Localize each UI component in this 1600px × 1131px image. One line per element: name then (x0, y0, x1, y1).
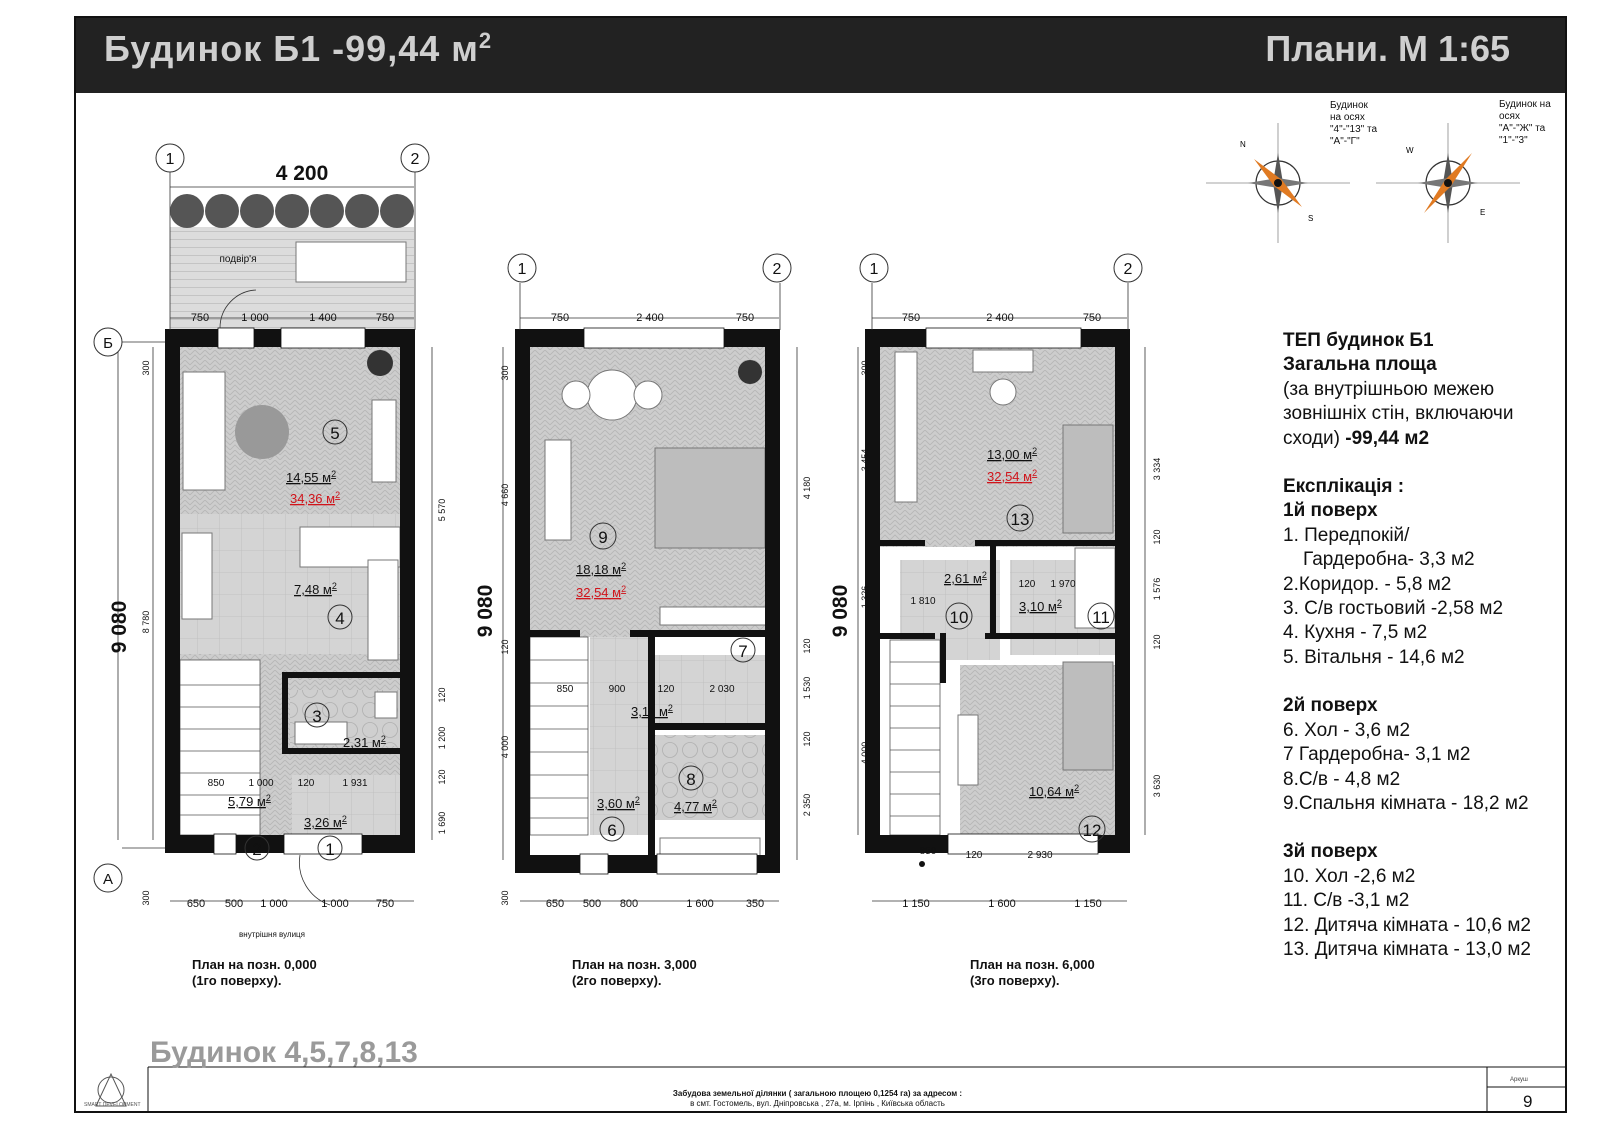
svg-text:650: 650 (545, 898, 565, 910)
svg-text:850: 850 (556, 684, 574, 695)
room-8-area: 4,77 $м^2$ (674, 798, 717, 814)
svg-text:1 600: 1 600 (686, 898, 714, 910)
wardrobe (545, 440, 571, 540)
svg-text:2: 2 (252, 840, 262, 859)
svg-text:1: 1 (517, 261, 527, 278)
svg-text:650: 650 (186, 898, 206, 910)
svg-text:4 180: 4 180 (802, 476, 812, 500)
kitchen-counter (368, 560, 398, 660)
axis-1-label: 1 (165, 151, 175, 168)
axis-2-label: 2 (410, 151, 420, 168)
svg-text:S: S (1308, 214, 1314, 223)
svg-text:750: 750 (550, 312, 570, 324)
caption-floor-1: План на позн. 0,000 (1го поверху). (192, 957, 317, 988)
svg-text:1 326: 1 326 (860, 585, 870, 609)
tv-unit (372, 400, 396, 482)
svg-text:2 400: 2 400 (636, 312, 664, 324)
svg-text:4 000: 4 000 (500, 735, 510, 759)
svg-text:120: 120 (802, 638, 812, 654)
svg-text:3 630: 3 630 (1152, 774, 1162, 798)
svg-text:350: 350 (745, 898, 765, 910)
svg-text:13: 13 (1010, 510, 1030, 529)
plan-floor-3 (858, 254, 1145, 901)
svg-text:9 080: 9 080 (474, 584, 497, 638)
svg-text:1 970: 1 970 (1050, 579, 1076, 590)
room-12-area: 10,64 $м^2$ (1029, 783, 1080, 799)
height-dimension: 9 080 (108, 600, 131, 654)
svg-text:1: 1 (869, 261, 879, 278)
svg-text:10: 10 (949, 608, 969, 627)
dining-table (182, 533, 212, 619)
title-block: Забудова земельної ділянки ( загальною площею 0,1254 га) за адресом : в смт. Гостомель, вул. Дніпровська , 27а, м. Ірпінь , Київська область (672, 1089, 963, 1108)
svg-text:3: 3 (312, 707, 322, 726)
svg-text:4: 4 (335, 609, 345, 628)
svg-text:120: 120 (1152, 529, 1162, 545)
svg-text:1 150: 1 150 (902, 898, 930, 910)
stairs-2 (530, 637, 588, 835)
caption-floor-3: План на позн. 6,000 (3го поверху). (970, 957, 1095, 988)
svg-text:1 600: 1 600 (988, 898, 1016, 910)
compass-note-right: Будинок на осях "А"-"Ж" та "1"-"3" (1499, 99, 1551, 146)
svg-text:750: 750 (735, 312, 755, 324)
svg-text:2: 2 (1123, 261, 1133, 278)
room-1-area: 3,26 $м^2$ (304, 814, 347, 830)
room-13-area-total: 32,54 $м^2$ (987, 468, 1038, 484)
svg-text:2 930: 2 930 (1027, 850, 1053, 861)
room-9-area: 18,18 $м^2$ (576, 561, 627, 577)
svg-text:120: 120 (965, 850, 983, 861)
svg-text:1 810: 1 810 (910, 596, 936, 607)
page-title: Будинок Б1 -99,44 $м^2$ (104, 28, 493, 69)
svg-text:1 000: 1 000 (260, 898, 288, 910)
svg-text:5: 5 (330, 424, 340, 443)
svg-text:900: 900 (608, 684, 626, 695)
svg-text:1 000: 1 000 (248, 778, 274, 789)
bed (655, 448, 765, 548)
round-table (587, 370, 637, 420)
plant-2 (738, 360, 762, 384)
room-6-area: 3,60 $м^2$ (597, 795, 640, 811)
sheet-number: 9 (1523, 1092, 1533, 1111)
svg-text:300: 300 (860, 360, 870, 376)
sunbed (296, 242, 406, 282)
plan-floor-2 (503, 254, 797, 901)
svg-text:9 080: 9 080 (829, 584, 852, 638)
room-13-area: 13,00 $м^2$ (987, 446, 1038, 462)
svg-text:N: N (1240, 140, 1246, 149)
svg-text:7: 7 (738, 642, 748, 661)
svg-text:850: 850 (919, 846, 937, 857)
svg-text:2 030: 2 030 (709, 684, 735, 695)
svg-text:500: 500 (224, 898, 244, 910)
svg-text:120: 120 (297, 778, 315, 789)
plant (367, 350, 393, 376)
svg-text:750: 750 (901, 312, 921, 324)
specifications-legend: ТЕП будинок Б1 Загальна площа (за внутрішньою межею зовнішніх стін, включаючи сходи) -99,44 м2 Експлікація : 1й поверх 1. Передпокій/ Гардеробна- 3,3 м2 2.Коридор. - 5,8 м2 3. С/в гостьовий -2,58 м2 4. Кухня - 7,5 м2 5. Вітальня - 14,6 м2 2й поверх 6. Хол - 3,6 м2 7 Гардеробна- 3,1 м2 8.С/в - 4,8 м2 9.Спальня кімната - 18,2 м2 3й поверх 10. Хол -2,6 м2 11. С/в -3,1 м2 12. Дитяча кімната - 10,6 м2 13. Дитяча кімната - 13,0 м2 (1283, 330, 1531, 960)
svg-text:1: 1 (325, 840, 335, 859)
svg-text:4 660: 4 660 (500, 483, 510, 507)
svg-text:12: 12 (1082, 821, 1102, 840)
room-11-area: 3,10 $м^2$ (1019, 598, 1062, 614)
room-7-area: 3,11 $м^2$ (631, 703, 673, 719)
svg-text:120: 120 (437, 687, 447, 703)
compass-rose-left (1206, 123, 1350, 243)
svg-text:8 780: 8 780 (141, 610, 151, 634)
svg-text:500: 500 (582, 898, 602, 910)
compass-note-left: Будинок на осях "4"-"13" та "А"-"Г" (1330, 100, 1378, 147)
svg-text:750: 750 (375, 312, 395, 324)
svg-text:300: 300 (500, 890, 510, 906)
svg-text:300: 300 (141, 890, 151, 906)
bed-12 (1063, 662, 1113, 770)
svg-text:750: 750 (1082, 312, 1102, 324)
room-9-area-total: 32,54 $м^2$ (576, 584, 627, 600)
svg-text:E: E (1480, 208, 1486, 217)
svg-text:1 690: 1 690 (437, 811, 447, 835)
svg-text:W: W (1406, 146, 1414, 155)
svg-text:2: 2 (772, 261, 782, 278)
svg-text:9: 9 (598, 528, 608, 547)
svg-text:3 454: 3 454 (860, 448, 870, 472)
hedge-shrubs (170, 194, 414, 228)
svg-text:300: 300 (141, 360, 151, 376)
plan-floor-1 (94, 144, 432, 905)
svg-text:850: 850 (207, 778, 225, 789)
svg-text:8: 8 (686, 770, 696, 789)
svg-text:750: 750 (190, 312, 210, 324)
room-3-area: 2,31 $м^2$ (343, 734, 386, 750)
room-4-area: 7,48 $м^2$ (294, 581, 337, 597)
svg-text:1 150: 1 150 (1074, 898, 1102, 910)
svg-text:120: 120 (1018, 579, 1036, 590)
svg-text:120: 120 (500, 639, 510, 655)
svg-text:1 576: 1 576 (1152, 577, 1162, 601)
bed-13 (1063, 425, 1113, 533)
yard-label: подвір'я (219, 254, 257, 265)
svg-text:120: 120 (1152, 634, 1162, 650)
street-label: внутрішня вулиця (239, 930, 305, 939)
stairs-3 (890, 640, 940, 835)
sheet-label: Аркуш (1510, 1077, 1528, 1083)
axis-b-label: Б (103, 335, 113, 352)
svg-text:3 334: 3 334 (1152, 457, 1162, 481)
svg-text:800: 800 (619, 898, 639, 910)
svg-text:2 400: 2 400 (986, 312, 1014, 324)
svg-text:6: 6 (607, 821, 617, 840)
svg-text:120: 120 (437, 769, 447, 785)
sheet-scale-title: Плани. М 1:65 (1265, 28, 1510, 69)
sofa (183, 372, 225, 490)
room-5-area: 14,55 $м^2$ (286, 469, 337, 485)
axis-a-label: А (102, 871, 114, 888)
caption-floor-2: План на позн. 3,000 (2го поверху). (572, 957, 697, 988)
svg-text:750: 750 (375, 898, 395, 910)
logo-text: SMART DEVELOPMENT (84, 1102, 141, 1108)
svg-text:11: 11 (1092, 608, 1110, 627)
coffee-table (235, 405, 289, 459)
room-10-area: 2,61 $м^2$ (944, 570, 987, 586)
compass-rose-right (1376, 123, 1520, 243)
svg-text:1 400: 1 400 (309, 312, 337, 324)
svg-text:4 000: 4 000 (860, 741, 870, 765)
svg-text:5 570: 5 570 (437, 498, 447, 522)
room-2-area: 5,79 $м^2$ (228, 793, 271, 809)
svg-text:1 530: 1 530 (802, 676, 812, 700)
svg-text:120: 120 (657, 684, 675, 695)
svg-text:1 931: 1 931 (342, 778, 368, 789)
houses-list: Будинок 4,5,7,8,13 (150, 1036, 418, 1069)
width-dimension: 4 200 (275, 162, 329, 185)
svg-text:300: 300 (500, 365, 510, 381)
svg-text:2 350: 2 350 (802, 793, 812, 817)
svg-text:120: 120 (802, 731, 812, 747)
room-5-area-total: 34,36 $м^2$ (290, 490, 341, 506)
svg-text:1 000: 1 000 (321, 898, 349, 910)
svg-text:1 000: 1 000 (241, 312, 269, 324)
svg-text:1 200: 1 200 (437, 726, 447, 750)
